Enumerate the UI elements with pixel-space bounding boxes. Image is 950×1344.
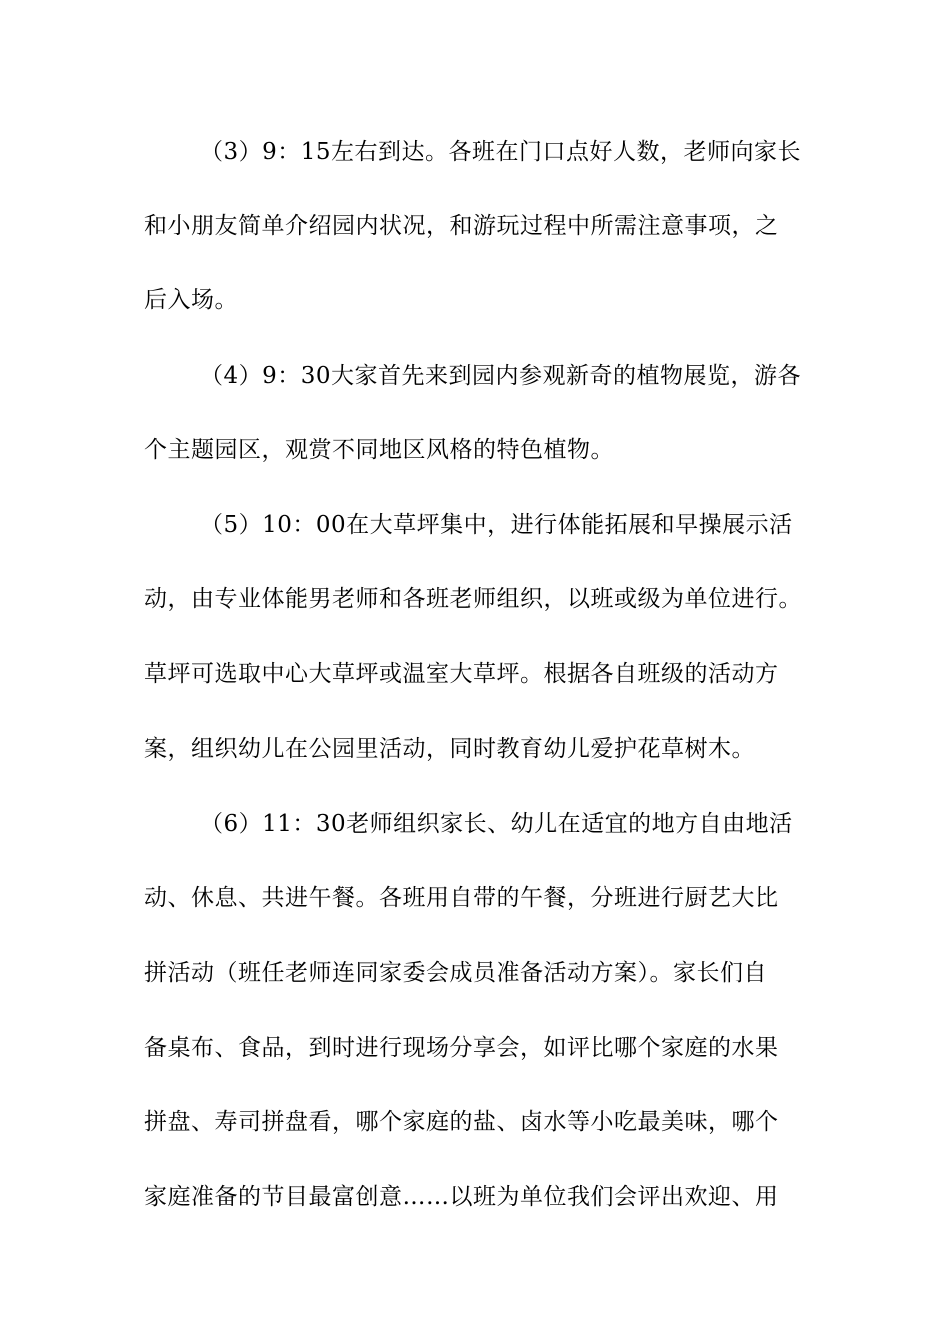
paragraph-3-line-1: （3）9：15左右到达。各班在门口点好人数，老师向家长 xyxy=(200,139,802,165)
paragraph-6-line-2: 动、休息、共进午餐。各班用自带的午餐，分班进行厨艺大比 xyxy=(144,885,779,911)
paragraph-3-line-2: 和小朋友简单介绍园内状况，和游玩过程中所需注意事项，之 xyxy=(144,213,779,239)
paragraph-4-line-1: （4）9：30大家首先来到园内参观新奇的植物展览，游各 xyxy=(200,363,802,389)
paragraph-6-line-1: （6）11：30老师组织家长、幼儿在适宜的地方自由地活 xyxy=(200,811,793,837)
paragraph-5-line-3: 草坪可选取中心大草坪或温室大草坪。根据各自班级的活动方 xyxy=(144,661,779,687)
paragraph-3-line-3: 后入场。 xyxy=(144,287,238,313)
paragraph-6-line-4: 备桌布、食品，到时进行现场分享会，如评比哪个家庭的水果 xyxy=(144,1035,779,1061)
paragraph-6-line-3: 拼活动（班任老师连同家委会成员准备活动方案）。家长们自 xyxy=(144,960,767,986)
paragraph-6-line-6: 家庭准备的节目最富创意……以班为单位我们会评出欢迎、用 xyxy=(144,1184,779,1210)
paragraph-6-line-5: 拼盘、寿司拼盘看，哪个家庭的盐、卤水等小吃最美味，哪个 xyxy=(144,1109,779,1135)
paragraph-5-line-1: （5）10：00在大草坪集中，进行体能拓展和早操展示活 xyxy=(200,512,793,538)
paragraph-5-line-4: 案，组织幼儿在公园里活动，同时教育幼儿爱护花草树木。 xyxy=(144,736,755,762)
paragraph-5-line-2: 动，由专业体能男老师和各班老师组织，以班或级为单位进行。 xyxy=(144,586,802,612)
paragraph-4-line-2: 个主题园区，观赏不同地区风格的特色植物。 xyxy=(144,437,614,463)
